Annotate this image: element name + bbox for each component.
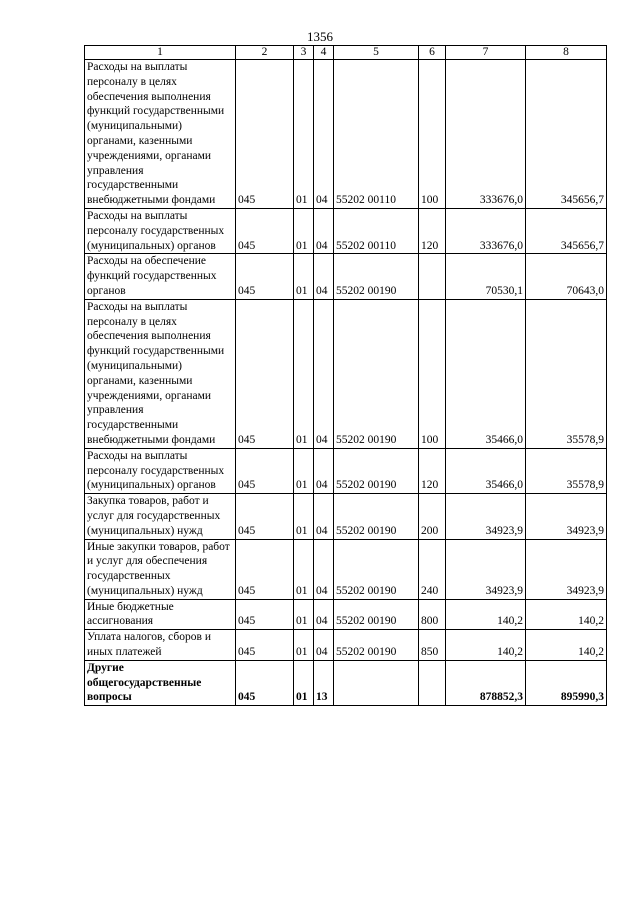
section-code: 01 [294,660,314,705]
amount-year-2: 35578,9 [526,299,607,448]
table-row [85,630,607,661]
subsection-code: 04 [314,299,334,448]
target-item-code: 55202 00190 [334,539,419,599]
subsection-code: 04 [314,630,334,661]
ministry-code: 045 [236,60,294,209]
expense-type-code [419,254,446,299]
table-row [85,60,607,209]
target-item-code: 55202 00190 [334,494,419,539]
section-code: 01 [294,299,314,448]
expense-item-name: Расходы на выплаты персоналу в целях обеспечения выполнения функций государственными (муниципальными) органами, казенными учреждениями, органами управления государственными внебюджетными фондами [85,60,236,209]
column-number: 6 [419,46,446,60]
target-item-code: 55202 00190 [334,599,419,630]
section-code: 01 [294,60,314,209]
ministry-code: 045 [236,494,294,539]
target-item-code [334,660,419,705]
amount-year-2: 140,2 [526,630,607,661]
column-number: 3 [294,46,314,60]
amount-year-1: 140,2 [446,599,526,630]
table-row [85,448,607,493]
amount-year-2: 140,2 [526,599,607,630]
section-code: 01 [294,254,314,299]
section-code: 01 [294,599,314,630]
amount-year-2: 34923,9 [526,494,607,539]
column-number-header-row [85,46,607,60]
subsection-code: 04 [314,448,334,493]
budget-table [84,45,607,706]
subsection-code: 04 [314,599,334,630]
expense-item-name: Иные бюджетные ассигнования [85,599,236,630]
target-item-code: 55202 00190 [334,254,419,299]
amount-year-2: 345656,7 [526,60,607,209]
expense-type-code: 800 [419,599,446,630]
column-number: 1 [85,46,236,60]
amount-year-1: 35466,0 [446,448,526,493]
expense-type-code: 200 [419,494,446,539]
expense-item-name: Расходы на выплаты персоналу в целях обеспечения выполнения функций государственными (муниципальными) органами, казенными учреждениями, органами управления государственными внебюджетными фондами [85,299,236,448]
column-number: 8 [526,46,607,60]
expense-type-code [419,660,446,705]
target-item-code: 55202 00190 [334,448,419,493]
amount-year-1: 70530,1 [446,254,526,299]
expense-type-code: 100 [419,299,446,448]
section-code: 01 [294,208,314,253]
column-number: 2 [236,46,294,60]
amount-year-2: 895990,3 [526,660,607,705]
expense-item-name: Другие общегосударственные вопросы [85,660,236,705]
target-item-code: 55202 00190 [334,630,419,661]
subsection-code: 04 [314,494,334,539]
section-code: 01 [294,630,314,661]
amount-year-2: 34923,9 [526,539,607,599]
expense-item-name: Расходы на выплаты персоналу государственных (муниципальных) органов [85,208,236,253]
expense-type-code: 120 [419,448,446,493]
amount-year-1: 140,2 [446,630,526,661]
target-item-code: 55202 00110 [334,60,419,209]
table-row [85,494,607,539]
table-row [85,539,607,599]
ministry-code: 045 [236,448,294,493]
expense-type-code: 240 [419,539,446,599]
amount-year-1: 34923,9 [446,539,526,599]
column-number: 5 [334,46,419,60]
column-number: 4 [314,46,334,60]
ministry-code: 045 [236,254,294,299]
target-item-code: 55202 00190 [334,299,419,448]
table-row [85,299,607,448]
expense-type-code: 120 [419,208,446,253]
ministry-code: 045 [236,539,294,599]
amount-year-1: 878852,3 [446,660,526,705]
page-number: 1356 [307,29,333,44]
amount-year-1: 34923,9 [446,494,526,539]
subsection-code: 04 [314,539,334,599]
expense-item-name: Расходы на обеспечение функций государственных органов [85,254,236,299]
expense-item-name: Уплата налогов, сборов и иных платежей [85,630,236,661]
subsection-code: 04 [314,254,334,299]
subsection-code: 04 [314,208,334,253]
table-row [85,254,607,299]
column-number: 7 [446,46,526,60]
amount-year-2: 70643,0 [526,254,607,299]
expense-item-name: Иные закупки товаров, работ и услуг для обеспечения государственных (муниципальных) нужд [85,539,236,599]
amount-year-1: 333676,0 [446,208,526,253]
ministry-code: 045 [236,660,294,705]
expense-type-code: 100 [419,60,446,209]
subsection-code: 13 [314,660,334,705]
amount-year-1: 333676,0 [446,60,526,209]
expense-item-name: Расходы на выплаты персоналу государственных (муниципальных) органов [85,448,236,493]
ministry-code: 045 [236,299,294,448]
section-code: 01 [294,539,314,599]
table-row [85,660,607,705]
amount-year-2: 35578,9 [526,448,607,493]
table-row [85,208,607,253]
section-code: 01 [294,448,314,493]
target-item-code: 55202 00110 [334,208,419,253]
expense-type-code: 850 [419,630,446,661]
section-code: 01 [294,494,314,539]
ministry-code: 045 [236,208,294,253]
amount-year-1: 35466,0 [446,299,526,448]
amount-year-2: 345656,7 [526,208,607,253]
expense-item-name: Закупка товаров, работ и услуг для государственных (муниципальных) нужд [85,494,236,539]
ministry-code: 045 [236,630,294,661]
ministry-code: 045 [236,599,294,630]
table-row [85,599,607,630]
subsection-code: 04 [314,60,334,209]
